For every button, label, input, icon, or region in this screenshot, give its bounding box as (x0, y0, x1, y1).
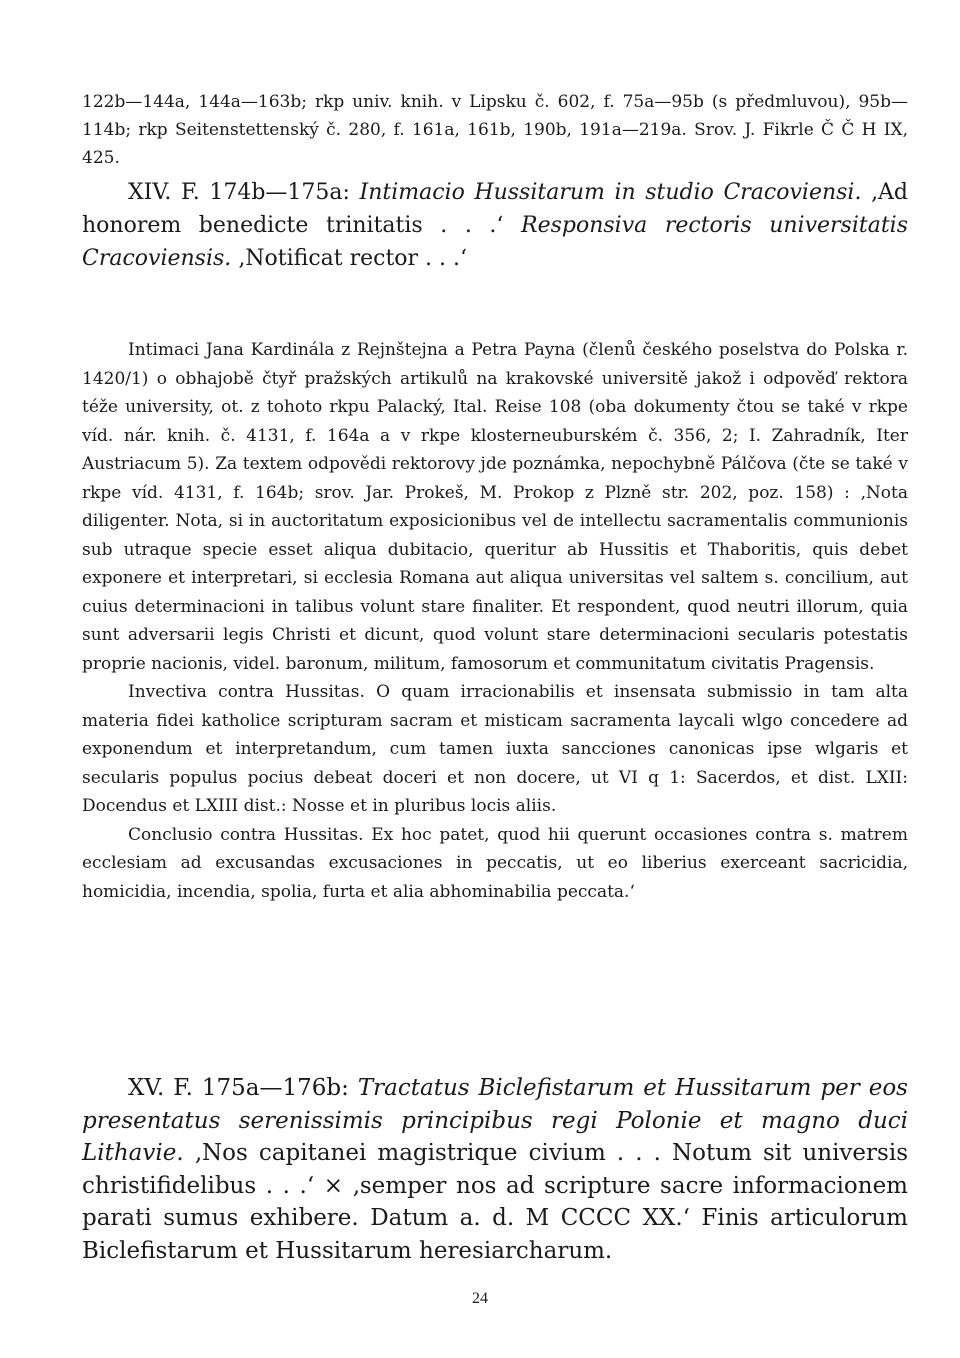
reference-paragraph (82, 88, 908, 172)
conclusio-paragraph: Conclusio contra Hussitas. Ex hoc patet, quod hii querunt occasiones contra s. matrem ecclesiam ad excusandas excusaciones in peccatis, ut eo liberius exerceant sacricidia, homicidia, incendia, spolia, furta et alia abhominabilia peccata.‘ (82, 824, 908, 902)
invectiva-paragraph: Invectiva contra Hussitas. O quam irracionabilis et insensata submissio in tam alta materia fidei katholice scripturam sacram et misticam sacramenta laycali wlgo concedere ad exponendum et interpretandum, cum tamen iuxta sancciones canonicas ipse wlgaris et secularis populus pocius debeat doceri et non docere, ut VI q 1: Sacerdos, et dist. LXII: Docendus et LXIII dist.: Nosse et in pluribus locis aliis. (82, 682, 908, 816)
reference-text: 122b—144a, 144a—163b; rkp univ. knih. v Lipsku č. 602, f. 75a—95b (s předmluvou), 95b—114b; rkp Seitenstettenský č. 280, f. 161a, 161b, 190b, 191a—219a. Srov. J. Fikrle Č Č H IX, 425. (82, 92, 908, 168)
entry-xiv-title: Intimacio Hussitarum in studio Cracoviensi. (359, 180, 862, 205)
entry-xiv-number: XIV. F. 174b—175a: (128, 180, 350, 205)
entry-xv-title: Tractatus Biclefistarum et Hussitarum per eos presentatus serenissimis principibus regi Polonie et magno duci Lithavie. (82, 1075, 908, 1166)
entry-xiv (82, 176, 908, 275)
entry-xv-number: XV. F. 175a—176b: (128, 1075, 349, 1101)
entry-xiv-heading (82, 176, 908, 275)
entry-xv-text (82, 1072, 908, 1267)
entry-xiv-title2: Responsiva rectoris universitatis Cracoviensis. (82, 213, 908, 271)
entry-xv-body: ‚Nos capitanei magistrique civium . . . Notum sit universis christifidelibus . . .‘ × ‚semper nos ad scripture sacre informacionem parati sumus exhibere. Datum a. d. M CCCC XX.‘ Finis articulorum Biclefistarum et Hussitarum heresiarcharum. (82, 1140, 908, 1264)
entry-xiv-incipit2: ‚Notificat rector . . .‘ (238, 246, 468, 271)
page-number: 24 (472, 1290, 488, 1307)
commentary-block (82, 336, 908, 906)
intimaci-paragraph: Intimaci Jana Kardinála z Rejnštejna a Petra Payna (členů českého poselstva do Polska r. 1420/1) o obhajobě čtyř pražských artikulů na krakovské universitě jakož i odpověď rektora téže university, ot. z tohoto rkpu Palacký, Ital. Reise 108 (oba dokumenty čtou se také v rkpe víd. nár. knih. č. 4131, f. 164a a v rkpe klosterneuburském č. 356, 2; I. Zahradník, Iter Austriacum 5). Za textem odpovědi rektorovy jde poznámka, nepochybně Pálčova (čte se také v rkpe víd. 4131, f. 164b; srov. Jar. Prokeš, M. Prokop z Plzně str. 202, poz. 158) : ‚Nota diligenter. Nota, si in auctoritatum exposicionibus vel de intellectu sacramentalis communionis sub utraque specie esset aliqua dubitacio, queritur ab Hussitis et Thaboritis, quis debet exponere et interpretari, si ecclesia Romana aut aliqua universitas vel saltem s. concilium, aut cuius determinacioni in talibus volunt stare finaliter. Et respondent, quod neutri illorum, quia sunt adversarii legis Christi et dicunt, quod volunt stare determinacioni secularis potestatis proprie nacionis, videl. baronum, militum, famosorum et communitatum civitatis Pragensis. (82, 340, 908, 674)
entry-xv (82, 1072, 908, 1267)
entry-xiv-incipit: ‚Ad honorem benedicte trinitatis . . .‘ (82, 180, 909, 238)
